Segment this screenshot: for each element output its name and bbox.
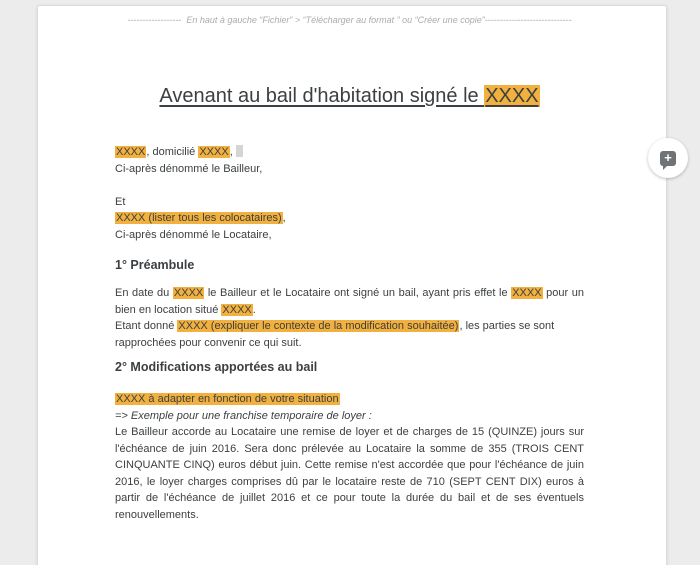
preambule-paragraph-1 [115,285,584,318]
p2-context-placeholder: XXXX (expliquer le contexte de la modification souhaitée) [178,320,459,332]
adapt-note-line [115,391,584,408]
plus-glyph: + [664,150,672,165]
note-dashes-left: ------------------ [127,15,182,25]
tenant-line [115,210,584,227]
parties-section [115,144,584,243]
p1-text-start: En date du [115,287,173,299]
section-1-heading: 1° Préambule [115,258,195,272]
add-comment-button[interactable] [648,138,688,178]
tenant-designation-line: Ci-après dénommé le Locataire, [115,228,272,241]
landlord-name-placeholder: XXXX [116,146,146,158]
preambule-paragraph-2 [115,318,584,351]
modifications-section [115,391,584,523]
landlord-designation-line: Ci-après dénommé le Bailleur, [115,162,263,175]
p1-text-mid2: pour un bien en location situé [115,287,584,316]
p1-date1-placeholder: XXXX [173,287,204,299]
landlord-comma: , [229,146,233,158]
landlord-line [115,144,584,161]
p1-date2-placeholder: XXXX [512,287,542,299]
tenant-names-placeholder: XXXX (lister tous les colocataires) [116,212,282,224]
note-text: En haut à gauche “Fichier” > “Télécharger au format ” ou “Créer une copie” [181,15,485,25]
blank-line [115,177,584,194]
p2-text-end: , les parties se sont rapprochées pour convenir ce qui suit. [115,320,555,349]
adapt-note-placeholder: XXXX à adapter en fonction de votre situation [116,393,339,405]
title-date-placeholder: XXXX [485,85,539,107]
p1-text-end: . [252,303,256,316]
landlord-address-placeholder: XXXX [199,146,229,158]
document-title [115,84,584,108]
p1-text-mid1: le Bailleur et le Locataire ont signé un bail, ayant pris effet le [204,287,512,299]
note-dashes-right: ----------------------------- [484,15,572,25]
p1-address-placeholder: XXXX [222,303,252,316]
section-2-heading: 2° Modifications apportées au bail [115,360,318,374]
landlord-mid-text: , domicilié [146,146,199,158]
add-comment-icon [660,151,676,166]
et-line: Et [115,195,126,208]
example-label: => Exemple pour une franchise temporaire de loyer : [115,409,372,422]
example-body-paragraph: Le Bailleur accorde au Locataire une remise de loyer et de charges de 15 (QUINZE) jours sur l'échéance de juin 2016. Sera donc prélevée au Locataire la somme de 355 (TROIS CENT CINQUANTE CINQ) euros début juin. Cette remise n'est accordée que pour l'échéance de juin 2016, le loyer charges comprises dû par le locataire reste de 710 (SEPT CENT DIX) euros à partir de l'échéance de juillet 2016 et ce pour toute la durée du bail et de ses éventuels renouvellements. [115,426,584,521]
preambule-section [115,285,584,351]
download-instruction-note [115,14,584,26]
tenant-comma: , [282,212,286,224]
title-text: Avenant au bail d'habitation signé le [159,85,485,107]
p2-text-start: Etant donné [115,320,178,332]
document-page [37,5,667,565]
gray-selection-mark [236,145,243,157]
